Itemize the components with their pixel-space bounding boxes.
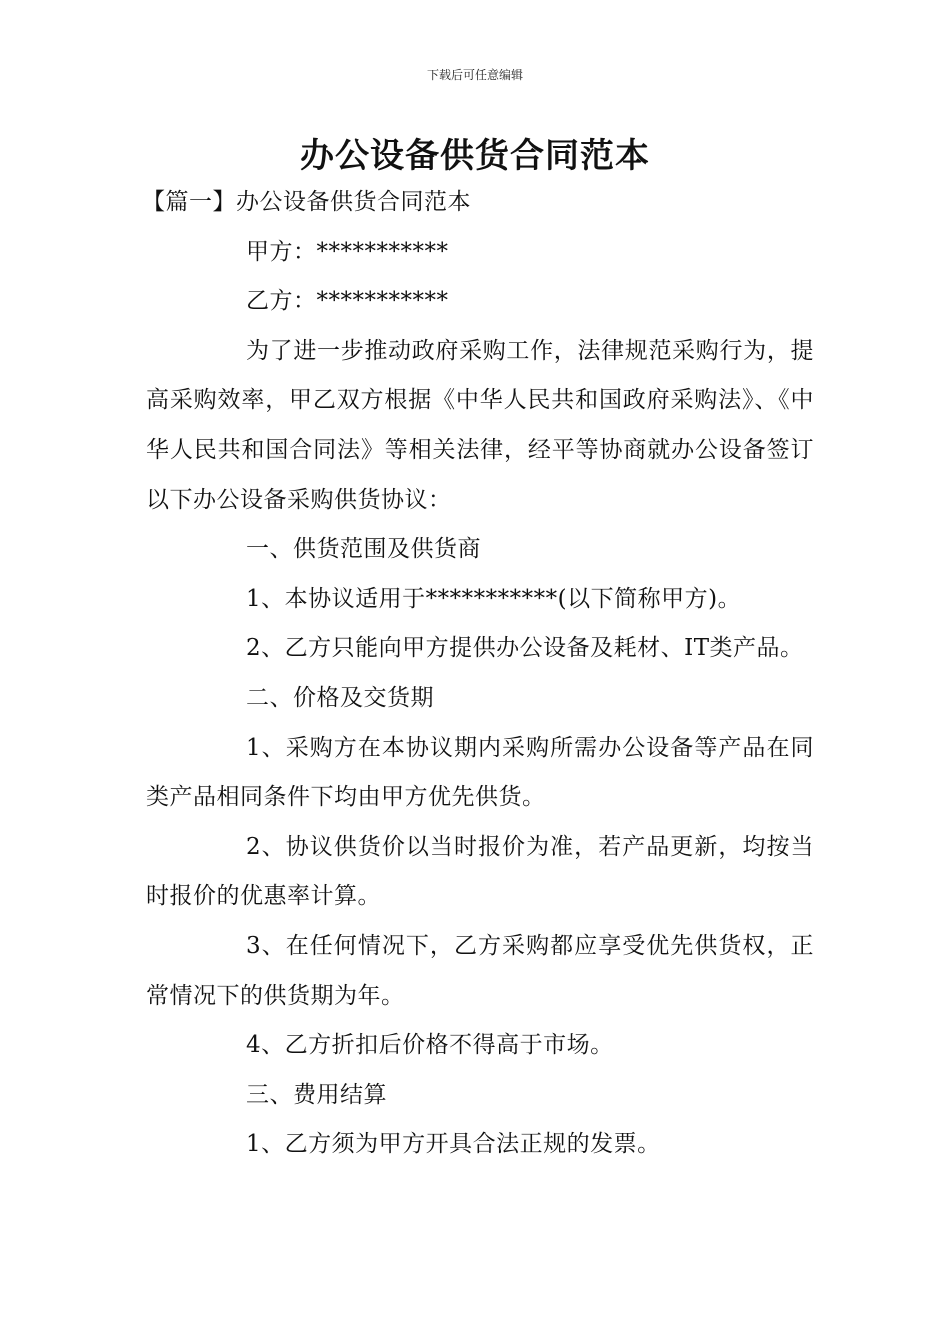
- section-3-heading: 三、费用结算: [246, 1081, 387, 1108]
- section-3-item-1: 1、乙方须为甲方开具合法正规的发票。: [246, 1131, 661, 1158]
- section-2-item-4: 4、乙方折扣后价格不得高于市场。: [246, 1032, 614, 1059]
- party-a: 甲方：***********: [246, 238, 449, 265]
- section-2-item-3: 3、在任何情况下，乙方采购都应享受优先供货权，正常情况下的供货期为年。: [146, 932, 814, 1009]
- section-2-item-1: 1、采购方在本协议期内采购所需办公设备等产品在同类产品相同条件下均由甲方优先供货。: [146, 734, 814, 811]
- document-title: 办公设备供货合同范本: [300, 136, 650, 176]
- header-note: 下载后可任意编辑: [426, 68, 523, 82]
- intro-paragraph: 为了进一步推动政府采购工作，法律规范采购行为，提高采购效率，甲乙双方根据《中华人民共和国政府采购法》、《中华人民共和国合同法》等相关法律，经平等协商就办公设备签订以下办公设备采购供货协议：: [146, 337, 814, 513]
- section-1-item-2: 2、乙方只能向甲方提供办公设备及耗材、IT类产品。: [246, 635, 804, 662]
- section-1-item-1: 1、本协议适用于***********(以下简称甲方)。: [246, 585, 742, 612]
- party-b: 乙方：***********: [246, 288, 449, 315]
- section-2-heading: 二、价格及交货期: [246, 684, 434, 711]
- section-2-item-2: 2、协议供货价以当时报价为准，若产品更新，均按当时报价的优惠率计算。: [146, 833, 814, 910]
- section-heading: 【篇一】办公设备供货合同范本: [142, 189, 471, 215]
- document-body: [142, 178, 814, 1170]
- section-1-heading: 一、供货范围及供货商: [246, 536, 481, 563]
